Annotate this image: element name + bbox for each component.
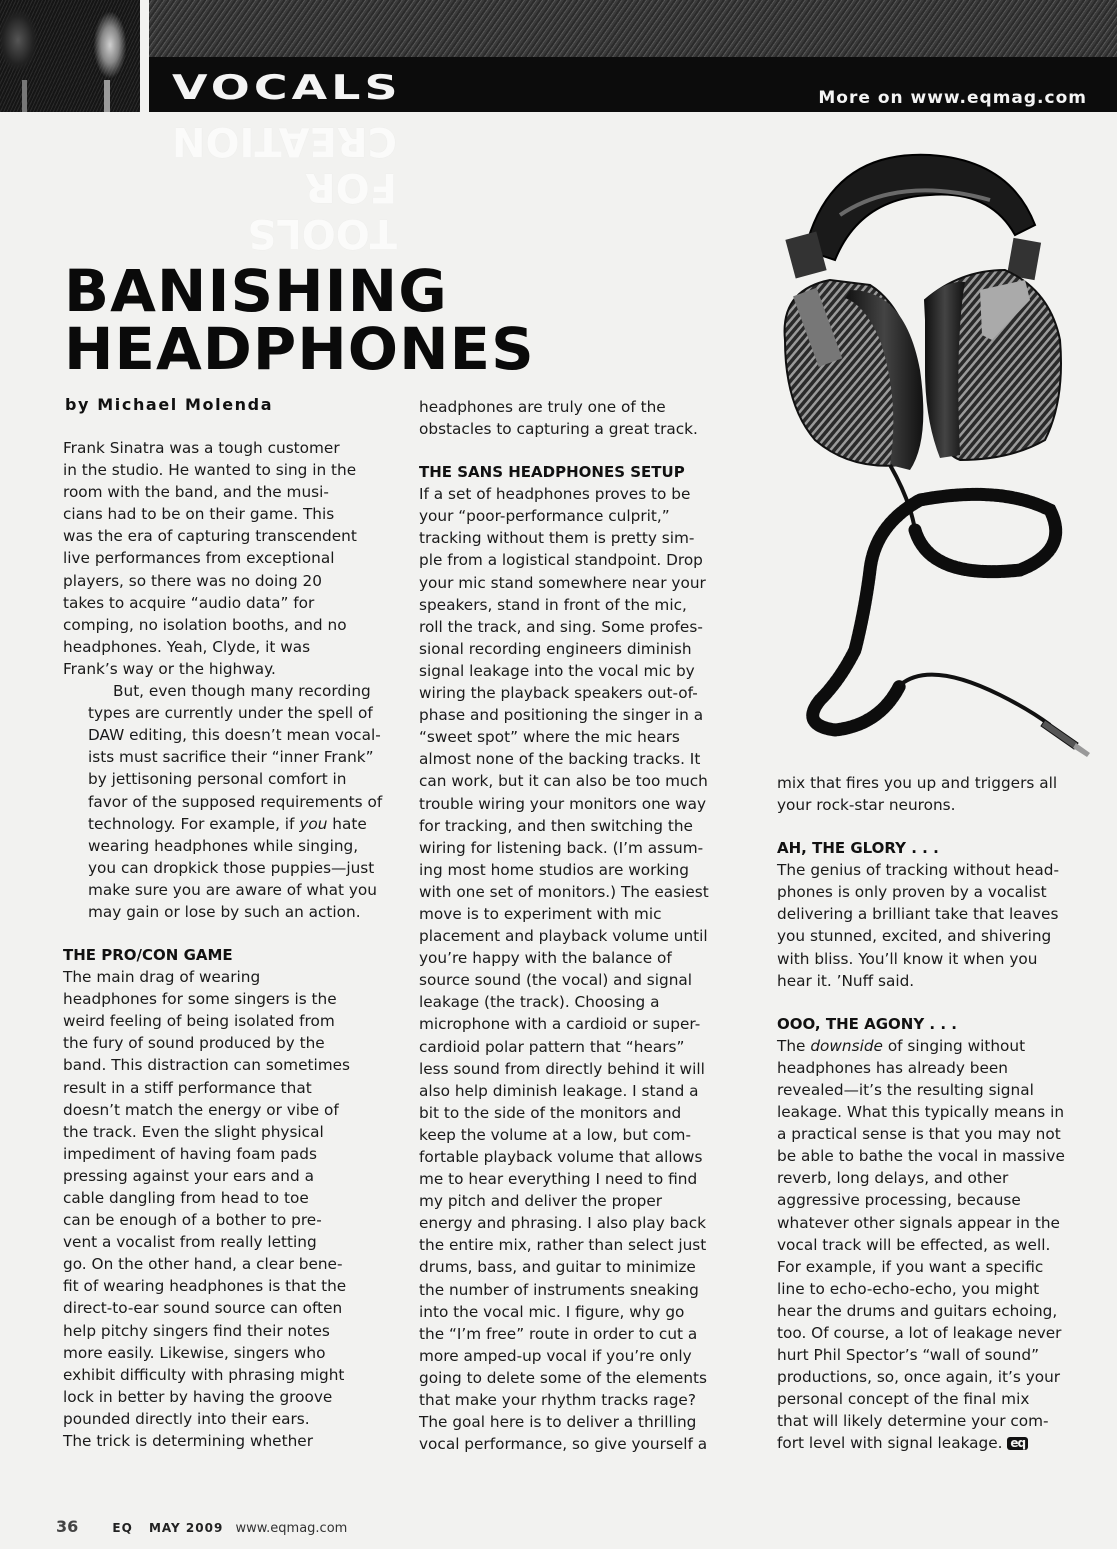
section-heading: THE SANS HEADPHONES SETUP [419, 463, 685, 482]
paragraph [63, 680, 393, 923]
text-line: takes to acquire “audio data” for [63, 593, 315, 612]
text-line: can be enough of a bother to pre- [63, 1211, 322, 1230]
emphasis: you [299, 814, 328, 833]
paragraph [777, 859, 1107, 992]
text-line: productions, so, once again, it’s your [777, 1368, 1061, 1387]
text-line: that will likely determine your com- [777, 1412, 1049, 1431]
text-line: can work, but it can also be too much [419, 772, 708, 791]
text-line: your rock-star neurons. [777, 796, 956, 815]
text-line: DAW editing, this doesn’t mean vocal- [88, 726, 381, 745]
more-on-website-link[interactable]: More on www.eqmag.com [818, 88, 1087, 108]
text-line: wiring the playback speakers out-of- [419, 684, 698, 703]
text-line: Frank Sinatra was a tough customer [63, 439, 340, 457]
text-line: The trick is determining whether [63, 1432, 313, 1451]
text-fragment: technology. For example, if [88, 814, 300, 833]
text-line: “sweet spot” where the mic hears [419, 728, 680, 747]
ghost-line: CREATION [172, 118, 397, 164]
text-line: you stunned, excited, and shivering [777, 927, 1052, 946]
text-line: comping, no isolation booths, and no [63, 615, 347, 634]
text-line: vent a vocalist from really letting [63, 1233, 317, 1252]
text-line: exhibit difficulty with phrasing might [63, 1365, 345, 1384]
microphone-stand-graphic [104, 80, 110, 112]
paragraph [419, 483, 749, 1455]
text-line: delivering a brilliant take that leaves [777, 905, 1059, 924]
article-column-2 [419, 396, 749, 1455]
text-line: cable dangling from head to toe [63, 1189, 309, 1207]
eq-end-mark-icon: eq [1007, 1437, 1028, 1450]
text-line: in the studio. He wanted to sing in the [63, 461, 357, 480]
text-line: obstacles to capturing a great track. [419, 420, 698, 439]
text-line: hear it. ’Nuff said. [777, 971, 915, 990]
text-line: lock in better by having the groove [63, 1387, 333, 1406]
ghost-line: FOR [304, 164, 397, 210]
text-line: headphones has already been [777, 1058, 1009, 1077]
text-line: my pitch and deliver the proper [419, 1192, 663, 1211]
spacer [419, 440, 749, 461]
text-line: a practical sense is that you may not [777, 1125, 1061, 1144]
text-line: Frank’s way or the highway. [63, 659, 276, 678]
text-line [63, 813, 393, 835]
text-line: source sound (the vocal) and signal [419, 971, 693, 990]
text-line: into the vocal mic. I figure, why go [419, 1302, 685, 1321]
text-line: energy and phrasing. I also play back [419, 1214, 707, 1233]
text-line: the fury of sound produced by the [63, 1034, 325, 1053]
text-line: hear the drums and guitars echoing, [777, 1301, 1058, 1320]
text-line: room with the band, and the musi- [63, 483, 329, 502]
text-line: fortable playback volume that allows [419, 1148, 703, 1166]
text-line: me to hear everything I need to find [419, 1170, 698, 1189]
text-line: live performances from exceptional [63, 549, 335, 568]
text-line: the “I’m free” route in order to cut a [419, 1324, 698, 1343]
text-line: the entire mix, rather than select just [419, 1236, 707, 1255]
spacer [777, 992, 1107, 1013]
text-line: types are currently under the spell of [88, 704, 373, 723]
text-line: whatever other signals appear in the [777, 1213, 1060, 1232]
text-line: wiring for listening back. (I’m assum- [419, 838, 704, 857]
text-line: with one set of monitors.) The easiest [419, 882, 709, 901]
text-line: result in a stiff performance that [63, 1078, 312, 1097]
text-line: make sure you are aware of what you [88, 880, 377, 899]
quarter-inch-plug [1041, 720, 1078, 749]
text-line: pressing against your ears and a [63, 1166, 314, 1185]
text-line: players, so there was no doing 20 [63, 571, 322, 590]
text-line: that make your rhythm tracks rage? [419, 1391, 696, 1410]
text-line: drums, bass, and guitar to minimize [419, 1258, 696, 1277]
text-line: bit to the side of the monitors and [419, 1103, 682, 1122]
text-line [777, 1035, 1107, 1057]
text-line: But, even though many recording [113, 682, 371, 701]
text-line: help pitchy singers find their notes [63, 1321, 330, 1340]
text-line: be able to bathe the vocal in massive [777, 1147, 1065, 1166]
text-line: For example, if you want a specific [777, 1257, 1044, 1276]
emphasis: downside [810, 1036, 883, 1055]
title-line: HEADPHONES [64, 315, 535, 383]
text-line: cardioid polar pattern that “hears” [419, 1037, 685, 1056]
text-line: reverb, long delays, and other [777, 1169, 1009, 1188]
text-line: wearing headphones while singing, [88, 836, 359, 855]
text-fragment: hate [327, 814, 367, 833]
text-line: the track. Even the slight physical [63, 1122, 324, 1141]
text-line: vocal track will be effected, as well. [777, 1235, 1051, 1254]
text-line: trouble wiring your monitors one way [419, 794, 707, 813]
text-line: too. Of course, a lot of leakage never [777, 1323, 1062, 1342]
section-heading: AH, THE GLORY . . . [777, 839, 939, 858]
text-line: direct-to-ear sound source can often [63, 1299, 343, 1318]
text-line: pounded directly into their ears. [63, 1409, 310, 1428]
text-line: leakage. What this typically means in [777, 1103, 1065, 1122]
text-line: the number of instruments sneaking [419, 1280, 699, 1299]
text-line: more amped-up vocal if you’re only [419, 1346, 692, 1365]
text-line: sional recording engineers diminish [419, 639, 692, 658]
text-line: with bliss. You’ll know it when you [777, 949, 1038, 968]
magazine-name: EQ [112, 1521, 133, 1535]
page-footer [56, 1518, 347, 1538]
paragraph [419, 396, 749, 440]
text-line: headphones. Yeah, Clyde, it was [63, 637, 311, 656]
spacer [777, 816, 1107, 837]
text-line: going to delete some of the elements [419, 1368, 707, 1387]
text-fragment: of singing without [882, 1036, 1026, 1055]
headphones-photo [760, 140, 1115, 760]
text-line: ing most home studios are working [419, 860, 689, 879]
text-line: your mic stand somewhere near your [419, 573, 706, 592]
text-line: ists must sacrifice their “inner Frank” [88, 748, 374, 767]
text-line: less sound from directly behind it will [419, 1059, 705, 1078]
text-line: you’re happy with the balance of [419, 949, 672, 968]
text-line: leakage (the track). Choosing a [419, 993, 660, 1012]
section-heading: THE PRO/CON GAME [63, 946, 233, 965]
text-line: line to echo-echo-echo, you might [777, 1279, 1040, 1298]
paragraph [777, 772, 1107, 816]
text-line [777, 1432, 1107, 1454]
coiled-cable [813, 494, 1056, 730]
paragraph [63, 437, 393, 680]
text-line: signal leakage into the vocal mic by [419, 661, 695, 680]
text-line: revealed—it’s the resulting signal [777, 1080, 1034, 1099]
article-column-1 [63, 437, 393, 1452]
article-column-3 [777, 772, 1107, 1455]
text-line: headphones for some singers is the [63, 990, 337, 1009]
text-line: your “poor-performance culprit,” [419, 507, 670, 526]
text-line: The main drag of wearing [63, 968, 261, 987]
text-line: ple from a logistical standpoint. Drop [419, 551, 703, 570]
section-heading: OOO, THE AGONY . . . [777, 1014, 957, 1033]
text-line: go. On the other hand, a clear bene- [63, 1255, 343, 1274]
byline: by Michael Molenda [65, 395, 274, 414]
title-line: BANISHING [64, 257, 448, 325]
text-line: phones is only proven by a vocalist [777, 883, 1047, 902]
text-line: favor of the supposed requirements of [88, 792, 383, 811]
text-line: vocal performance, so give yourself a [419, 1435, 708, 1454]
ghost-background-text [172, 118, 397, 256]
text-line: almost none of the backing tracks. It [419, 750, 701, 769]
text-line: doesn’t match the energy or vibe of [63, 1100, 339, 1119]
text-line: you can dropkick those puppies—just [88, 858, 375, 877]
text-line: weird feeling of being isolated from [63, 1012, 335, 1031]
text-fragment: fort level with signal leakage. [777, 1434, 1003, 1453]
text-line: tracking without them is pretty sim- [419, 529, 695, 548]
section-label: VOCALS [172, 68, 402, 108]
text-line: The goal here is to deliver a thrilling [419, 1413, 697, 1432]
text-line: keep the volume at a low, but com- [419, 1125, 691, 1144]
text-line: cians had to be on their game. This [63, 505, 335, 524]
paragraph [63, 966, 393, 1452]
article-title [64, 257, 535, 383]
text-line: If a set of headphones proves to be [419, 485, 691, 504]
plug-tip [1073, 743, 1090, 757]
text-line: by jettisoning personal comfort in [88, 770, 347, 789]
header-texture-band [149, 0, 1117, 57]
text-line: fit of wearing headphones is that the [63, 1277, 347, 1296]
text-line: speakers, stand in front of the mic, [419, 595, 687, 614]
page-number: 36 [56, 1517, 79, 1536]
headband [805, 155, 1035, 260]
text-line: placement and playback volume until [419, 927, 708, 946]
text-line: hurt Phil Spector’s “wall of sound” [777, 1346, 1039, 1365]
text-line: mix that fires you up and triggers all [777, 774, 1058, 792]
header-divider [140, 0, 149, 112]
text-line: aggressive processing, because [777, 1191, 1021, 1210]
text-fragment: The [777, 1036, 811, 1055]
microphone-stand-graphic [22, 80, 27, 112]
text-line: more easily. Likewise, singers who [63, 1343, 326, 1362]
text-line: band. This distraction can sometimes [63, 1056, 351, 1075]
issue-date: MAY 2009 [148, 1521, 224, 1535]
text-line: personal concept of the final mix [777, 1390, 1030, 1409]
ghost-line: TOOLS [247, 210, 397, 256]
spacer [63, 923, 393, 944]
footer-url-link[interactable]: www.eqmag.com [235, 1521, 348, 1536]
text-line: impediment of having foam pads [63, 1144, 317, 1163]
text-line: phase and positioning the singer in a [419, 706, 704, 725]
text-line: roll the track, and sing. Some profes- [419, 617, 703, 636]
text-line: microphone with a cardioid or super- [419, 1015, 701, 1034]
text-line: for tracking, and then switching the [419, 816, 693, 835]
text-line: The genius of tracking without head- [777, 861, 1060, 880]
text-line: may gain or lose by such an action. [88, 902, 361, 921]
paragraph [777, 1035, 1107, 1455]
plug-cable [900, 675, 1050, 725]
text-line: headphones are truly one of the [419, 398, 666, 416]
text-line: move is to experiment with mic [419, 904, 662, 923]
text-line: also help diminish leakage. I stand a [419, 1081, 699, 1100]
header-microphone-photo [0, 0, 140, 112]
text-line: was the era of capturing transcendent [63, 527, 357, 546]
